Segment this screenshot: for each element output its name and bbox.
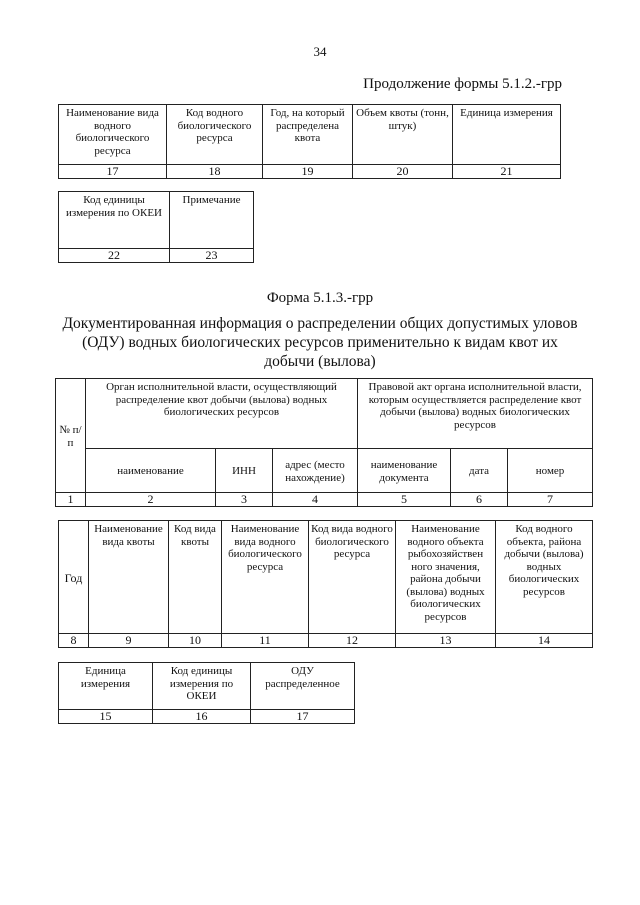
table-header-cell: Объем квоты (тонн, штук) [353, 105, 453, 165]
table-form-512-okei [58, 191, 254, 263]
column-number: 17 [251, 710, 355, 724]
column-number: 4 [273, 493, 358, 507]
table-header-cell: Наименование вида водного биологического ресурса [59, 105, 167, 165]
table-header-cell: адрес (место нахождение) [273, 449, 358, 493]
table-form-513-quota-types [58, 520, 593, 648]
column-number: 7 [508, 493, 593, 507]
column-number: 10 [169, 634, 222, 648]
column-number: 8 [59, 634, 89, 648]
column-number: 13 [396, 634, 496, 648]
column-number: 23 [170, 249, 254, 263]
column-number: 18 [167, 165, 263, 179]
table-header-cell: Код единицы измерения по ОКЕИ [153, 663, 251, 710]
form-title: Форма 5.1.3.-грр [266, 290, 374, 306]
document-title: Документированная информация о распределении общих допустимых уловов (ОДУ) водных биологических ресурсов применительно к видам квот их добычи (вылова) [62, 315, 578, 370]
table-header-cell: Наименование вида водного биологического ресурса [222, 521, 309, 634]
column-number: 11 [222, 634, 309, 648]
table-header-cell: Наименование водного объекта рыбохозяйствен ного значения, района добычи (вылова) водных биологических ресурсов [396, 521, 496, 634]
table-header-cell: дата [451, 449, 508, 493]
table-header-cell: Код вида квоты [169, 521, 222, 634]
column-number: 15 [59, 710, 153, 724]
column-number: 1 [56, 493, 86, 507]
table-header-cell: Год, на который распределена квота [263, 105, 353, 165]
table-header-cell: Код водного объекта, района добычи (вылова) водных биологических ресурсов [496, 521, 593, 634]
column-number: 5 [358, 493, 451, 507]
column-number: 14 [496, 634, 593, 648]
column-number: 20 [353, 165, 453, 179]
table-header-cell: ОДУ распределенное [251, 663, 355, 710]
table-header-cell: номер [508, 449, 593, 493]
column-number: 12 [309, 634, 396, 648]
column-number: 17 [59, 165, 167, 179]
table-header-cell: Код единицы измерения по ОКЕИ [59, 192, 170, 249]
table-header-cell: Единица измерения [59, 663, 153, 710]
column-number: 3 [216, 493, 273, 507]
table-form-512-continuation [58, 104, 561, 179]
continuation-label: Продолжение формы 5.1.2.-грр [363, 76, 562, 92]
column-number: 19 [263, 165, 353, 179]
executive-body-group-header: Орган исполнительной власти, осуществляющий распределение квот добычи (вылова) водных биологических ресурсов [86, 379, 358, 449]
table-header-cell: наименование [86, 449, 216, 493]
table-header-cell: Код водного биологического ресурса [167, 105, 263, 165]
column-number: 21 [453, 165, 561, 179]
page-number: 34 [313, 44, 327, 59]
table-header-cell: Код вида водного биологического ресурса [309, 521, 396, 634]
column-number: 22 [59, 249, 170, 263]
table-header-cell: Примечание [170, 192, 254, 249]
column-number: 16 [153, 710, 251, 724]
table-header-cell: Единица измерения [453, 105, 561, 165]
column-number: 9 [89, 634, 169, 648]
table-header-cell: Наименование вида квоты [89, 521, 169, 634]
table-header-cell: ИНН [216, 449, 273, 493]
table-header-cell: наименование документа [358, 449, 451, 493]
table-header-cell: Год [59, 521, 89, 634]
table-form-513-distribution [55, 378, 593, 507]
column-number: 2 [86, 493, 216, 507]
legal-act-group-header: Правовой акт органа исполнительной власти, которым осуществляется распределение квот добычи (вылова) водных биологических ресурсов [358, 379, 593, 449]
column-number: 6 [451, 493, 508, 507]
table-form-513-odu [58, 662, 355, 724]
row-number-header: № п/п [56, 379, 86, 493]
